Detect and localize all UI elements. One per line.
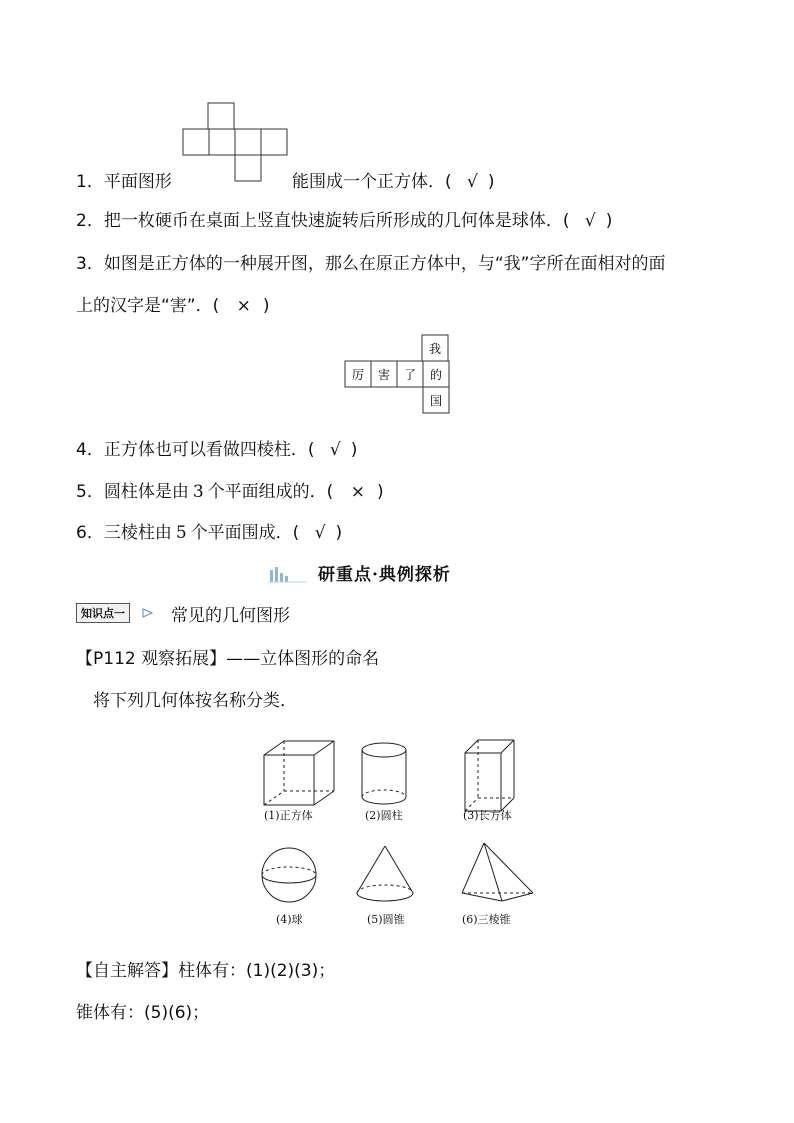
shape-label-4: (4)球 bbox=[276, 913, 303, 926]
question-1 bbox=[76, 171, 172, 193]
net-char-mid4: 的 bbox=[429, 368, 443, 382]
q6-number: 6． bbox=[76, 523, 104, 543]
cuboid-shape bbox=[465, 740, 514, 811]
q6-close: ) bbox=[335, 523, 343, 543]
q2-text: 把一枚硬币在桌面上竖直快速旋转后所形成的几何体是球体．( bbox=[103, 211, 570, 231]
shape-label-5: (5)圆锥 bbox=[367, 913, 405, 926]
labelled-cube-net bbox=[344, 334, 450, 414]
knowledge-badge: 知识点一 bbox=[76, 603, 130, 623]
observe-title: 【P112 观察拓展】——立体图形的命名 bbox=[76, 649, 380, 669]
q3-text-line2: 上的汉字是“害”．( bbox=[76, 296, 220, 316]
q5-number: 5． bbox=[76, 482, 104, 502]
banner-decoration-icon bbox=[268, 566, 308, 584]
q2-number: 2． bbox=[76, 211, 104, 231]
q4-number: 4． bbox=[76, 440, 104, 460]
q4-text: 正方体也可以看做四棱柱．( bbox=[103, 440, 315, 460]
shape-label-6: (6)三棱锥 bbox=[462, 913, 511, 926]
question-2 bbox=[76, 210, 612, 232]
q6-number-value: 5 bbox=[175, 523, 187, 543]
cone-shape bbox=[357, 846, 413, 901]
q2-answer: √ bbox=[584, 211, 596, 231]
net-char-mid2: 害 bbox=[377, 368, 391, 382]
q5-text-after: 个平面组成的．( bbox=[207, 482, 334, 502]
pyramid-shape bbox=[462, 843, 533, 901]
question-1-tail bbox=[292, 171, 495, 193]
question-3-line-1 bbox=[76, 253, 665, 275]
cube-shape bbox=[264, 741, 334, 805]
q4-answer: √ bbox=[329, 440, 341, 460]
net-char-mid1: 厉 bbox=[351, 368, 365, 382]
q3-number: 3． bbox=[76, 254, 104, 274]
q1-answer: √ bbox=[467, 172, 478, 192]
shape-label-1: (1)正方体 bbox=[264, 809, 313, 822]
q2-close: ) bbox=[605, 211, 613, 231]
q6-answer: √ bbox=[314, 523, 326, 543]
knowledge-title: 常见的几何图形 bbox=[171, 606, 290, 626]
question-3-line-2 bbox=[76, 295, 270, 317]
q6-text-after: 个平面围成．( bbox=[190, 523, 300, 543]
q5-text-before: 圆柱体是由 bbox=[103, 482, 189, 502]
q1-number: 1． bbox=[76, 172, 104, 192]
instruction: 将下列几何体按名称分类． bbox=[93, 691, 297, 711]
question-4 bbox=[76, 439, 357, 461]
solids-figure bbox=[250, 735, 550, 925]
badge-arrow-icon bbox=[142, 608, 154, 618]
answer-label: 【自主解答】 bbox=[76, 961, 178, 981]
q5-answer: × bbox=[350, 482, 365, 502]
q3-answer: × bbox=[236, 296, 251, 316]
q3-close: ) bbox=[262, 296, 270, 316]
section-banner: 研重点·典例探析 bbox=[318, 565, 451, 585]
cube-net-figure bbox=[182, 102, 288, 182]
answer-line-1 bbox=[76, 960, 335, 982]
cylinder-shape bbox=[362, 743, 406, 804]
question-5 bbox=[76, 481, 384, 503]
question-6 bbox=[76, 522, 342, 544]
shape-label-2: (2)圆柱 bbox=[365, 809, 403, 822]
answer-text-1: 柱体有：(1)(2)(3)； bbox=[178, 961, 336, 981]
answer-line-2: 锥体有：(5)(6)； bbox=[76, 1003, 210, 1023]
net-char-top: 我 bbox=[428, 342, 442, 356]
q5-number-value: 3 bbox=[192, 482, 204, 502]
q5-close: ) bbox=[376, 482, 384, 502]
q6-text-before: 三棱柱由 bbox=[103, 523, 172, 543]
q1-text-after: 能围成一个正方体．( bbox=[292, 172, 452, 192]
q3-text-line1: 如图是正方体的一种展开图，那么在原正方体中，与“我”字所在面相对的面 bbox=[103, 254, 666, 274]
net-char-mid3: 了 bbox=[403, 368, 417, 382]
shape-label-3: (3)长方体 bbox=[463, 809, 512, 822]
sphere-shape bbox=[262, 848, 316, 902]
q1-close: ) bbox=[487, 172, 495, 192]
q4-close: ) bbox=[350, 440, 358, 460]
q1-text-before: 平面图形 bbox=[103, 172, 172, 192]
net-char-bottom: 国 bbox=[429, 394, 443, 408]
